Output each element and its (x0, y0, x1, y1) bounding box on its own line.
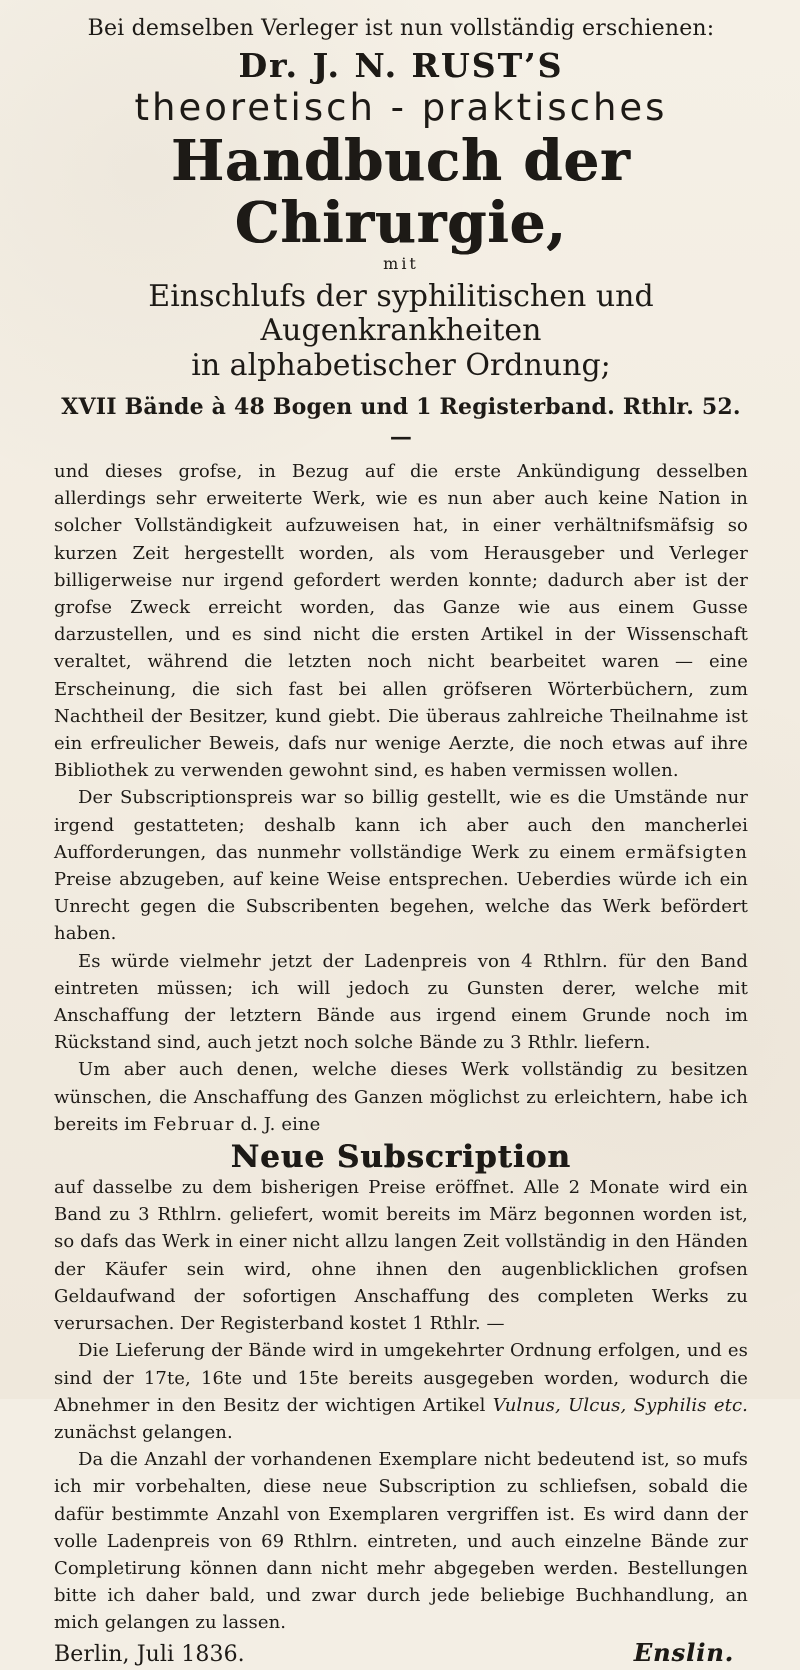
place-date: Berlin, Juli 1836. (54, 1641, 245, 1667)
paragraph-4-text-c: d. J. eine (240, 1113, 321, 1135)
paragraph-5: auf dasselbe zu dem bisherigen Preise eröffnet. Alle 2 Monate wird ein Band zu 3 Rthlrn. geliefert, womit bereits im März begonnen worden ist, so dafs das Werk in einer nicht allzu langen Zeit vollständig in den Händen der Käufer sein wird, ohne ihnen den augenblicklichen grofsen Geldaufwand der sofortigen Anschaffung des completen Werks zu verursachen. Der Registerband kostet 1 Rthlr. — (54, 1177, 749, 1335)
mit-line: mit (383, 254, 419, 273)
paragraph-2 (54, 784, 748, 947)
scope-line-1: Einschlufs der syphilitischen und Augenkrankheiten (148, 279, 654, 348)
paragraph-7: Da die Anzahl der vorhandenen Exemplare nicht bedeutend ist, so mufs ich mir vorbehalten, diese neue Subscription zu schliefsen, sobald die dafür bestimmte Anzahl von Exemplaren vergriffen ist. Es wird dann der volle Ladenpreis von 69 Rthlrn. eintreten, und auch einzelne Bände zur Completirung können dann nicht mehr abgegeben werden. Bestellungen bitte ich daher bald, und zwar durch jede beliebige Buchhandlung, an mich gelangen zu lassen. (54, 1449, 748, 1634)
new-subscription-heading: Neue Subscription (230, 1139, 572, 1176)
paragraph-3: Es würde vielmehr jetzt der Ladenpreis von 4 Rthlrn. für den Band eintreten müssen; ich will jedoch zu Gunsten derer, welche mit Anschaffung der letztern Bände aus irgend einem Grunde noch im Rückstand sind, auch jetzt noch solche Bände zu 3 Rthlr. liefern. (54, 950, 748, 1054)
paragraph-2-text-c: Preise abzugeben, auf keine Weise entsprechen. Ueberdies würde ich ein Unrecht gegen die Subscribenten begehen, welche das Werk befördert haben. (54, 869, 748, 945)
paragraph-4 (54, 1056, 748, 1138)
volume-price-line: XVII Bände à 48 Bogen und 1 Registerband. Rthlr. 52. — (61, 394, 741, 450)
paragraph-4-text-a: Um aber auch denen, welche dieses Werk vollständig zu besitzen wünschen, die Anschaffung des Ganzen möglichst zu erleichtern, habe ich bereits im (54, 1059, 748, 1135)
intro-line: Bei demselben Verleger ist nun vollständig erschienen: (87, 16, 715, 41)
paragraph-6-text-a: Die Lieferung der Bände wird in umgekehrter Ordnung erfolgen, und es sind der 17te, 16te und 15te bereits ausgegeben worden, wodurch die Abnehmer in den Besitz der wichtigen Artikel (54, 1340, 748, 1416)
paragraph-6-articles: Vulnus, Ulcus, Syphilis etc. (492, 1394, 748, 1416)
subtitle-line: theoretisch - praktisches (134, 86, 668, 129)
author-heading: Dr. J. N. RUST’S (238, 46, 564, 85)
paragraph-1: und dieses grofse, in Bezug auf die erste Ankündigung desselben allerdings sehr erweiterte Werk, wie es nun aber auch keine Nation in solcher Vollständigkeit aufzuweisen hat, in einer verhältnifsmäfsig so kurzen Zeit hergestellt worden, als vom Herausgeber und Verleger billigerweise nur irgend gefordert werden konnte; dadurch aber ist der grofse Zweck erreicht worden, das Ganze wie aus einem Gusse darzustellen, und es sind nicht die ersten Artikel in der Wissenschaft veraltet, während die letzten noch nicht bearbeitet waren — eine Erscheinung, die sich fast bei allen gröfseren Wörterbüchern, zum Nachtheil der Besitzer, kund giebt. Die überaus zahlreiche Theilnahme ist ein erfreulicher Beweis, dafs nur wenige Aerzte, die noch etwas auf ihre Bibliothek zu verwenden gewohnt sind, es haben vermissen wollen. (54, 461, 748, 782)
publisher-name: Enslin. (633, 1637, 734, 1667)
paragraph-2-emphasis: ermäfsigten (625, 841, 749, 863)
announcement-body (54, 458, 748, 1670)
scope-line-2: in alphabetischer Ordnung; (191, 348, 611, 383)
paragraph-4-month: Februar (153, 1113, 235, 1135)
paragraph-2-text-a: Der Subscriptionspreis war so billig gestellt, wie es die Umstände nur irgend gestatteten; deshalb kann ich aber auch den mancherlei Aufforderungen, das nunmehr vollständige Werk zu einem (54, 787, 748, 863)
book-title: Handbuch der Chirurgie, (171, 128, 631, 256)
paragraph-6 (54, 1337, 748, 1446)
paragraph-6-text-c: zunächst gelangen. (54, 1421, 233, 1443)
signature-row (54, 1638, 748, 1670)
